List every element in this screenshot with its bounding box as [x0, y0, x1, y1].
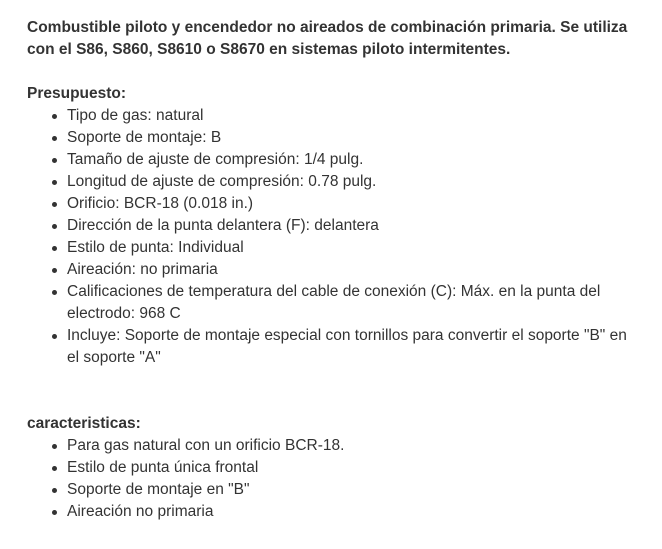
bullet-icon: [52, 334, 57, 339]
list-item-text: Para gas natural con un orificio BCR-18.: [67, 437, 345, 454]
bullet-icon: [52, 224, 57, 229]
list-item: [49, 149, 638, 171]
list-item: [49, 479, 638, 501]
budget-list: [27, 105, 638, 369]
list-item: [49, 171, 638, 193]
list-item-text: Dirección de la punta delantera (F): delantera: [67, 217, 379, 234]
list-item-text: Aireación no primaria: [67, 503, 214, 520]
list-item-text: Estilo de punta única frontal: [67, 459, 259, 476]
list-item: [49, 127, 638, 149]
list-item-text: Aireación: no primaria: [67, 261, 218, 278]
bullet-icon: [52, 510, 57, 515]
bullet-icon: [52, 466, 57, 471]
bullet-icon: [52, 268, 57, 273]
list-item: [49, 193, 638, 215]
list-item-text: Longitud de ajuste de compresión: 0.78 pulg.: [67, 173, 377, 190]
list-item-text: Orificio: BCR-18 (0.018 in.): [67, 195, 254, 212]
intro-text: Combustible piloto y encendedor no aireados de combinación primaria. Se utiliza con el S86, S860, S8610 o S8670 en sistemas piloto intermitentes.: [27, 19, 628, 58]
features-list: [27, 435, 638, 523]
budget-section: [27, 83, 638, 369]
list-item-text: Calificaciones de temperatura del cable de conexión (C): Máx. en la punta del electrodo: 968 C: [67, 283, 601, 322]
bullet-icon: [52, 290, 57, 295]
bullet-icon: [52, 246, 57, 251]
bullet-icon: [52, 136, 57, 141]
list-item: [49, 259, 638, 281]
list-item-text: Estilo de punta: Individual: [67, 239, 244, 256]
bullet-icon: [52, 202, 57, 207]
list-item: [49, 237, 638, 259]
list-item-text: Incluye: Soporte de montaje especial con tornillos para convertir el soporte "B" en el soporte "A": [67, 327, 627, 366]
list-item: [49, 435, 638, 457]
bullet-icon: [52, 114, 57, 119]
section-spacer: [27, 369, 638, 391]
bullet-icon: [52, 488, 57, 493]
bullet-icon: [52, 180, 57, 185]
list-item-text: Tamaño de ajuste de compresión: 1/4 pulg.: [67, 151, 364, 168]
bullet-icon: [52, 158, 57, 163]
list-item: [49, 325, 638, 369]
list-item: [49, 457, 638, 479]
list-item: [49, 281, 638, 325]
list-item-text: Soporte de montaje: B: [67, 129, 222, 146]
list-item-text: Soporte de montaje en "B": [67, 481, 250, 498]
budget-heading: Presupuesto:: [27, 85, 127, 102]
list-item-text: Tipo de gas: natural: [67, 107, 204, 124]
bullet-icon: [52, 444, 57, 449]
features-heading: caracteristicas:: [27, 415, 141, 432]
list-item: [49, 105, 638, 127]
list-item: [49, 501, 638, 523]
features-section: [27, 413, 638, 523]
list-item: [49, 215, 638, 237]
